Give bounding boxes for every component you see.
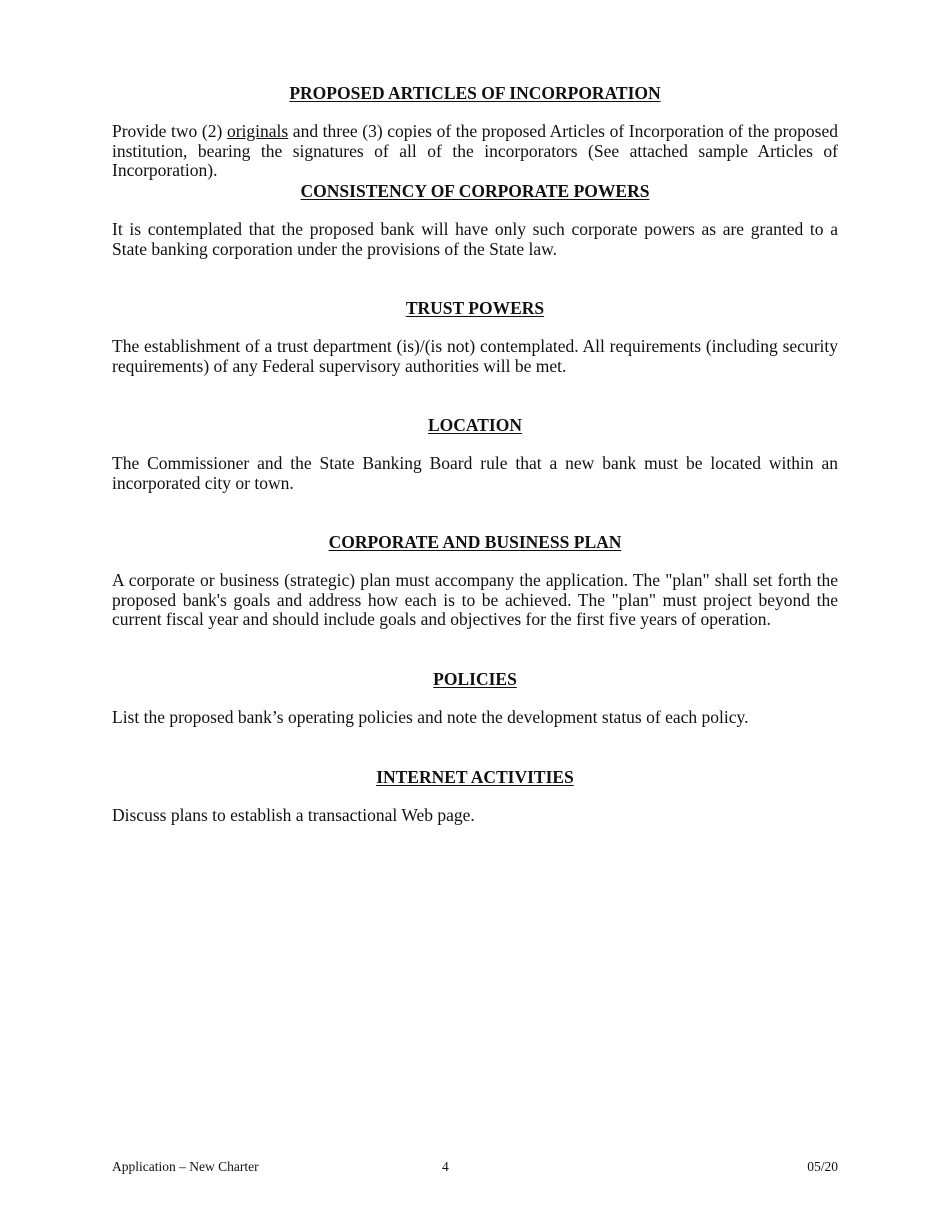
section-body: Discuss plans to establish a transactional Web page. [112,805,475,825]
underlined-text: originals [226,121,289,141]
section-heading: PROPOSED ARTICLES OF INCORPORATION [289,83,661,103]
section-body: It is contemplated that the proposed bank will have only such corporate powers as are granted to a State banking corporation under the provisions of the State law. [112,219,838,259]
section-heading: POLICIES [433,669,517,689]
section-body: The Commissioner and the State Banking Board rule that a new bank must be located within an incorporated city or town. [112,453,838,493]
document-page [112,82,838,826]
body-text: Provide two (2) [112,121,227,141]
section-heading: CONSISTENCY OF CORPORATE POWERS [300,181,650,201]
section-body [112,122,838,181]
section-business-plan [112,531,838,668]
section-trust-powers [112,297,838,414]
section-heading: CORPORATE AND BUSINESS PLAN [328,532,622,552]
section-heading: INTERNET ACTIVITIES [376,767,574,787]
footer-document-title: Application – New Charter [112,1159,259,1174]
section-policies [112,668,838,766]
section-body: List the proposed bank’s operating policies and note the development status of each policy. [112,707,749,727]
section-body: The establishment of a trust department (is)/(is not) contemplated. All requirements (including security requirements) of any Federal supervisory authorities will be met. [112,336,838,376]
section-heading: TRUST POWERS [405,298,545,318]
page-footer [112,1158,838,1176]
section-location [112,414,838,531]
section-proposed-articles [112,82,838,180]
footer-revision-date: 05/20 [807,1159,838,1174]
section-corporate-powers [112,180,838,297]
footer-page-number: 4 [442,1159,449,1174]
section-heading: LOCATION [428,415,522,435]
body-text: and three (3) copies of the proposed Articles of Incorporation of the proposed institution, bearing the signatures of all of the incorporators (See attached sample Articles of Incorporation). [112,121,838,181]
section-body: A corporate or business (strategic) plan must accompany the application. The "plan" shall set forth the proposed bank's goals and address how each is to be achieved. The "plan" must project beyond the current fiscal year and should include goals and objectives for the first five years of operation. [112,570,838,630]
section-internet-activities [112,766,838,826]
